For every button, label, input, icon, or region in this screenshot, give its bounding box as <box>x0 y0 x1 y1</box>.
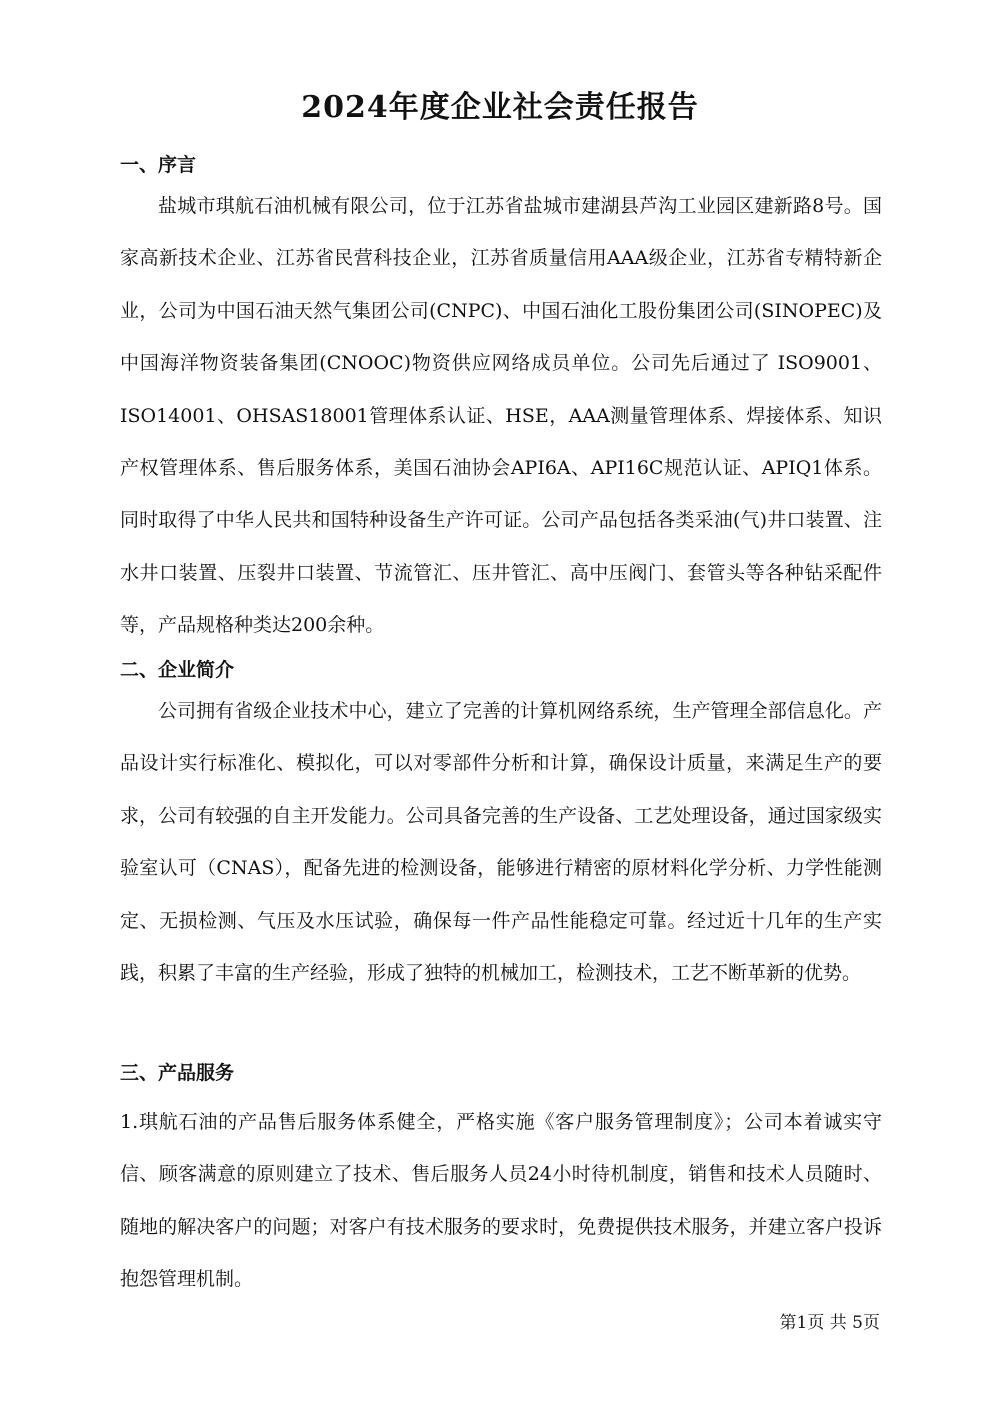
section-paragraph-company-intro: 公司拥有省级企业技术中心，建立了完善的计算机网络系统，生产管理全部信息化。产品设计实行标准化、模拟化，可以对零部件分析和计算，确保设计质量，来满足生产的要求，公司有较强的自主开发能力。公司具备完善的生产设备、工艺处理设备，通过国家级实验室认可（CNAS），配备先进的检测设备，能够进行精密的原材料化学分析、力学性能测定、无损检测、气压及水压试验，确保每一件产品性能稳定可靠。经过近十几年的生产实践，积累了丰富的生产经验，形成了独特的机械加工，检测技术，工艺不断革新的优势。 <box>120 700 882 985</box>
section-paragraph-product-service: 1.琪航石油的产品售后服务体系健全，严格实施《客户服务管理制度》；公司本着诚实守信、顾客满意的原则建立了技术、售后服务人员24小时待机制度，销售和技术人员随时、随地的解决客户的问题；对客户有技术服务的要求时，免费提供技术服务，并建立客户投诉抱怨管理机制。 <box>120 1111 882 1291</box>
section-heading-company-intro: 二、企业简介 <box>120 659 235 681</box>
section-heading-product-service: 三、产品服务 <box>120 1062 235 1084</box>
section-paragraph-preface: 盐城市琪航石油机械有限公司，位于江苏省盐城市建湖县芦沟工业园区建新路8号。国家高新技术企业、江苏省民营科技企业，江苏省质量信用AAA级企业，江苏省专精特新企业，公司为中国石油天然气集团公司(CNPC)、中国石油化工股份集团公司(SINOPEC)及中国海洋物资装备集团(CNOOC)物资供应网络成员单位。公司先后通过了 ISO9001、ISO14001、OHSAS18001管理体系认证、HSE，AAA测量管理体系、焊接体系、知识产权管理体系、售后服务体系，美国石油协会API6A、API16C规范认证、APIQ1体系。同时取得了中华人民共和国特种设备生产许可证。公司产品包括各类采油(气)井口装置、注水井口装置、压裂井口装置、节流管汇、压井管汇、高中压阀门、套管头等各种钻采配件等，产品规格种类达200余种。 <box>120 195 882 637</box>
page-number-footer: 第1页 共 5页 <box>779 1313 880 1333</box>
document-title: 2024年度企业社会责任报告 <box>301 90 699 125</box>
section-heading-preface: 一、序言 <box>120 154 197 176</box>
